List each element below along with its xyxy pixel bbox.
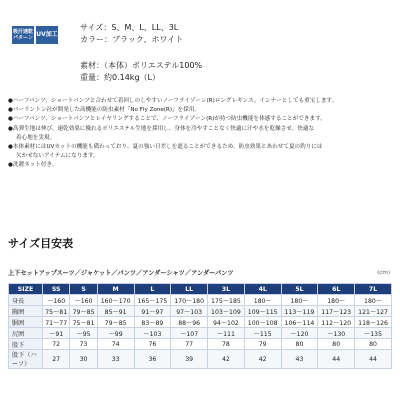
size-cell: ～111 bbox=[208, 328, 245, 339]
size-cell: ～107 bbox=[171, 328, 208, 339]
feature-item: ●ハーフパンツ、ショートパンツと合わせて着回しのしやすいノーフライゾーン(R)ロングレギンス。インナーとしても重宝します。 bbox=[8, 98, 338, 104]
size-cell: 73 bbox=[70, 339, 97, 350]
size-chart-table bbox=[8, 283, 392, 369]
size-cell: 33 bbox=[97, 350, 134, 369]
size-cell: 88～96 bbox=[171, 317, 208, 328]
feature-item: ●本体素材にはUVカットの機能も備わっており、夏の強い日差しを遮ることができるため、防虫効果とあわせて夏の釣りには bbox=[8, 144, 323, 151]
size-chart-subtitle: 上下セットアップスーツ／ジャケット／パンツ／アンダーシャツ／アンダーパンツ bbox=[8, 270, 234, 277]
size-cell: 72 bbox=[43, 339, 70, 350]
size-cell: 109～115 bbox=[244, 306, 281, 317]
table-row bbox=[9, 306, 392, 317]
size-cell: 44 bbox=[318, 350, 355, 369]
size-cell: ～120 bbox=[281, 328, 318, 339]
size-cell: 118～126 bbox=[355, 317, 392, 328]
size-cell: 79～85 bbox=[97, 317, 134, 328]
size-cell: 103～109 bbox=[208, 306, 245, 317]
size-header-cell: S bbox=[70, 284, 97, 295]
size-header-cell: 5L bbox=[281, 284, 318, 295]
size-cell: ～103 bbox=[134, 328, 171, 339]
size-cell: 97～103 bbox=[171, 306, 208, 317]
feature-item: ●ハーフパンツ、ショートパンツとレイヤリングすることで、ノーフライゾーン(R)が持つ防虫機能を体感することができます。 bbox=[8, 116, 326, 123]
size-cell: 170～180 bbox=[171, 295, 208, 306]
size-cell: 83～89 bbox=[134, 317, 171, 328]
feature-item: ●バーリントン社が開発した高機能の防虫素材「No Fly Zone(R)」を採用。 bbox=[8, 107, 201, 114]
size-header-cell: 4L bbox=[244, 284, 281, 295]
spec-material: 素材：（本体）ポリエステル100% bbox=[80, 61, 203, 70]
size-cell: 79 bbox=[244, 339, 281, 350]
size-cell: 30 bbox=[70, 350, 97, 369]
size-cell: 80 bbox=[355, 339, 392, 350]
table-row bbox=[9, 328, 392, 339]
feature-item: ●高弾生地は伸び、速乾効果に優れるポリエステル生地を採用し、身体を冷やすことなく快適に汗や水を乾燥させ、快適な bbox=[8, 125, 315, 132]
size-cell: 43 bbox=[281, 350, 318, 369]
size-cell: 75～81 bbox=[43, 306, 70, 317]
spec-gap bbox=[80, 46, 202, 60]
spec-color: カラー：ブラック、ホワイト bbox=[80, 35, 184, 44]
size-cell: 71～77 bbox=[43, 317, 70, 328]
size-cell: 175～185 bbox=[208, 295, 245, 306]
size-cell: 75～81 bbox=[70, 317, 97, 328]
size-cell: 44 bbox=[355, 350, 392, 369]
size-header-cell: L bbox=[134, 284, 171, 295]
quick-dry-badge: 吸汗速乾パターン bbox=[12, 26, 34, 44]
size-cell: 85～91 bbox=[97, 306, 134, 317]
size-header-cell: M bbox=[97, 284, 134, 295]
feature-item-continued: 欠かせないアイテムになります。 bbox=[16, 153, 99, 160]
size-chart-title: サイズ目安表 bbox=[8, 237, 74, 250]
size-cell: 80 bbox=[281, 339, 318, 350]
size-cell: 165～175 bbox=[134, 295, 171, 306]
size-cell: ～135 bbox=[355, 328, 392, 339]
row-label: 胸囲 bbox=[9, 306, 43, 317]
size-cell: 180～ bbox=[355, 295, 392, 306]
size-cell: 77 bbox=[171, 339, 208, 350]
spec-weight: 重量：約0.14kg（L） bbox=[80, 73, 160, 82]
size-cell: 39 bbox=[171, 350, 208, 369]
size-cell: ～99 bbox=[97, 328, 134, 339]
size-cell: 117～123 bbox=[318, 306, 355, 317]
feature-badges bbox=[12, 26, 58, 44]
size-chart-unit: (cm) bbox=[377, 270, 390, 276]
row-label: 胴囲 bbox=[9, 317, 43, 328]
row-label: 身長 bbox=[9, 295, 43, 306]
size-cell: 100～108 bbox=[244, 317, 281, 328]
row-label: 股下（ハーフ） bbox=[9, 350, 43, 369]
table-row bbox=[9, 339, 392, 350]
size-cell: 112～120 bbox=[318, 317, 355, 328]
size-header-row bbox=[9, 284, 392, 295]
size-cell: 74 bbox=[97, 339, 134, 350]
table-row bbox=[9, 317, 392, 328]
size-cell: 180～ bbox=[244, 295, 281, 306]
table-row bbox=[9, 295, 392, 306]
size-cell: 180～ bbox=[281, 295, 318, 306]
size-cell: 79～85 bbox=[70, 306, 97, 317]
product-specs bbox=[80, 22, 202, 84]
size-cell: ～130 bbox=[318, 328, 355, 339]
size-cell: 36 bbox=[134, 350, 171, 369]
size-cell: ～160 bbox=[70, 295, 97, 306]
size-cell: 76 bbox=[134, 339, 171, 350]
size-header-cell: 6L bbox=[318, 284, 355, 295]
spec-size: サイズ：S、M、L、LL、3L bbox=[80, 23, 179, 32]
size-cell: 27 bbox=[43, 350, 70, 369]
uv-badge: UV加工 bbox=[36, 26, 58, 44]
size-header-cell: LL bbox=[171, 284, 208, 295]
size-cell: 160～170 bbox=[97, 295, 134, 306]
size-cell: 42 bbox=[244, 350, 281, 369]
size-cell: 121～127 bbox=[355, 306, 392, 317]
size-cell: 80 bbox=[318, 339, 355, 350]
size-cell: 106～114 bbox=[281, 317, 318, 328]
size-cell: ～91 bbox=[43, 328, 70, 339]
size-header-label: SIZE bbox=[9, 284, 43, 295]
size-header-cell: 3L bbox=[208, 284, 245, 295]
size-cell: 78 bbox=[208, 339, 245, 350]
size-header-cell: 7L bbox=[355, 284, 392, 295]
feature-list bbox=[8, 97, 396, 171]
size-cell: 94～102 bbox=[208, 317, 245, 328]
size-cell: 180～ bbox=[318, 295, 355, 306]
size-header-cell: SS bbox=[43, 284, 70, 295]
row-label: 股下 bbox=[9, 339, 43, 350]
row-label: 尻囲 bbox=[9, 328, 43, 339]
table-row bbox=[9, 350, 392, 369]
size-cell: 42 bbox=[208, 350, 245, 369]
size-cell: 113～119 bbox=[281, 306, 318, 317]
size-cell: ～95 bbox=[70, 328, 97, 339]
feature-item-continued: 着心地を実現。 bbox=[16, 134, 56, 141]
size-cell: ～160 bbox=[43, 295, 70, 306]
feature-item: ●洗濯ネット付き。 bbox=[8, 162, 58, 169]
size-cell: 91～97 bbox=[134, 306, 171, 317]
size-cell: ～115 bbox=[244, 328, 281, 339]
